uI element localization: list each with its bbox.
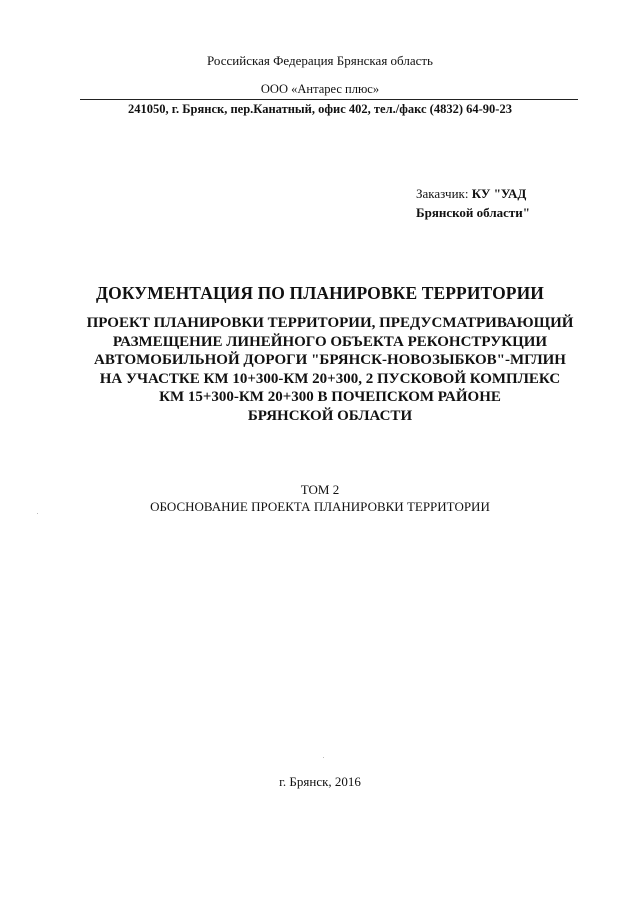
customer-label: Заказчик: xyxy=(416,186,469,201)
project-subtitle xyxy=(70,314,590,426)
organization-name: ООО «Антарес плюс» xyxy=(260,82,380,96)
subtitle-line: КМ 15+300-КМ 20+300 В ПОЧЕПСКОМ РАЙОНЕ xyxy=(159,389,501,406)
subtitle-line: АВТОМОБИЛЬНОЙ ДОРОГИ "БРЯНСК-НОВОЗЫБКОВ"-МГЛИН xyxy=(94,352,566,369)
header-region: Российская Федерация Брянская область xyxy=(207,53,433,68)
subtitle-line: РАЗМЕЩЕНИЕ ЛИНЕЙНОГО ОБЪЕКТА РЕКОНСТРУКЦИИ xyxy=(112,333,548,350)
scan-speck xyxy=(37,513,38,514)
customer-block xyxy=(416,184,616,222)
customer-name-line2: Брянской области" xyxy=(416,205,531,220)
organization-address: 241050, г. Брянск, пер.Канатный, офис 402, тел./факс (4832) 64-90-23 xyxy=(128,102,512,116)
subtitle-line: БРЯНСКОЙ ОБЛАСТИ xyxy=(247,407,413,424)
volume-name: ОБОСНОВАНИЕ ПРОЕКТА ПЛАНИРОВКИ ТЕРРИТОРИИ xyxy=(150,499,490,514)
volume-number: ТОМ 2 xyxy=(300,482,340,497)
customer-name-line1: КУ "УАД xyxy=(471,186,527,201)
volume-block xyxy=(0,481,640,515)
subtitle-line: ПРОЕКТ ПЛАНИРОВКИ ТЕРРИТОРИИ, ПРЕДУСМАТРИВАЮЩИЙ xyxy=(86,315,574,331)
place-and-year: г. Брянск, 2016 xyxy=(279,774,361,789)
header-divider xyxy=(80,99,578,100)
subtitle-line: НА УЧАСТКЕ КМ 10+300-КМ 20+300, 2 ПУСКОВОЙ КОМПЛЕКС xyxy=(99,370,561,387)
document-title: ДОКУМЕНТАЦИЯ ПО ПЛАНИРОВКЕ ТЕРРИТОРИИ xyxy=(95,283,545,303)
scan-speck xyxy=(323,757,324,758)
